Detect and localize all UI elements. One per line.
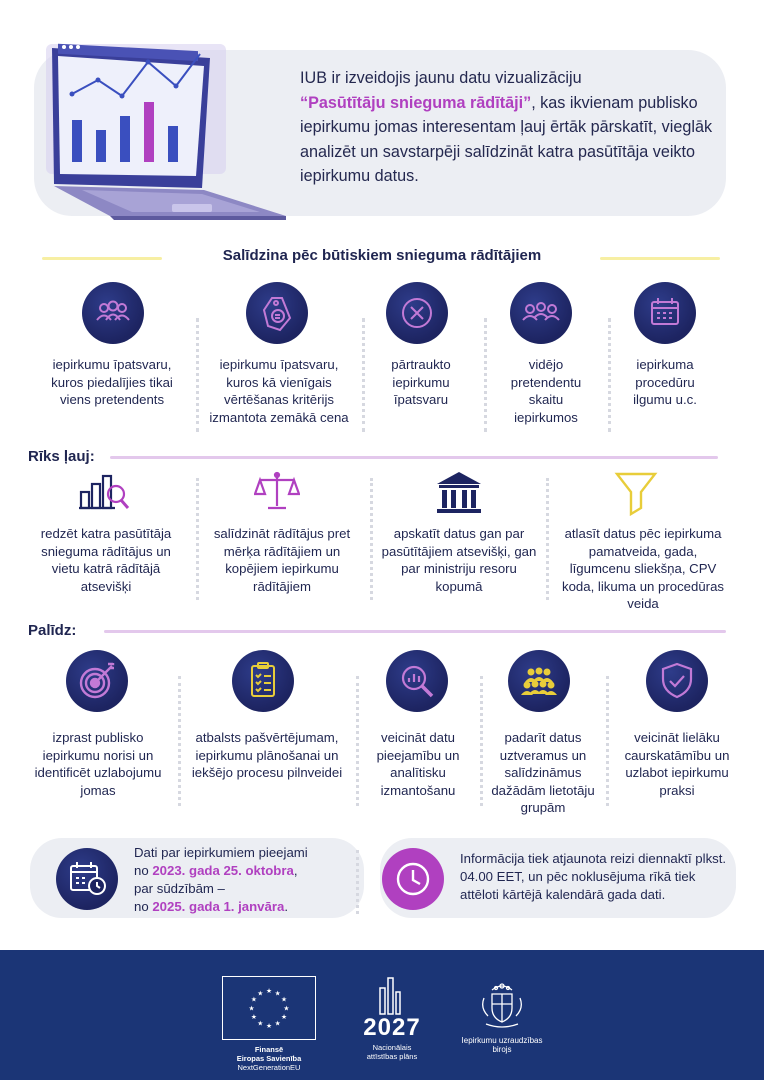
- compare-item-label: iepirkumu īpatsvaru, kuros piedalījies tikai viens pretendents: [51, 357, 173, 407]
- helps-item-label: padarīt datus uztveramus un salīdzināmus dažādām lietotāju grupām: [491, 730, 595, 815]
- info-date-complaints: 2025. gada 1. janvāra: [152, 899, 285, 914]
- tool-item-label: redzēt katra pasūtītāja snieguma rādītājus un vietu katrā rādītājā atsevišķi: [40, 526, 172, 594]
- plan-caption: [348, 1043, 436, 1061]
- column-separator: [480, 676, 483, 806]
- clock-icon: [382, 848, 444, 910]
- eu-caption-line-3: NextGenerationEU: [237, 1063, 301, 1072]
- info-line-4-suffix: .: [284, 899, 288, 914]
- column-separator: [356, 676, 359, 806]
- compare-item-label: iepirkuma procedūru ilgumu u.c.: [633, 357, 697, 407]
- helps-section-title: Palīdz:: [28, 622, 77, 639]
- helps-item-label: izprast publisko iepirkumu norisi un identificēt uzlabojumu jomas: [34, 730, 162, 798]
- info-line-4-prefix: no: [134, 899, 153, 914]
- column-separator: [484, 318, 487, 432]
- shield-check-icon: [646, 650, 708, 712]
- hero-text-intro: IUB ir izveidojis jaunu datu vizualizāciju: [300, 69, 582, 87]
- plan-caption-line-1: Nacionālais: [372, 1043, 412, 1052]
- checklist-clipboard-icon: [232, 650, 294, 712]
- info-line-1: Dati par iepirkumiem pieejami: [134, 845, 308, 860]
- laptop-chart-illustration: [24, 36, 294, 226]
- column-separator: [362, 318, 365, 432]
- info-line-3: par sūdzībām –: [134, 881, 225, 896]
- compare-item-label: iepirkumu īpatsvaru, kuros kā vienīgais vērtēšanas kritērijs izmantota zemākā cena: [209, 357, 349, 425]
- helps-item-label: veicināt datu pieejamību un analītisku izmantošanu: [376, 730, 460, 798]
- eu-star: ★: [283, 1005, 290, 1013]
- column-separator: [178, 676, 181, 806]
- hero-description: [300, 66, 720, 189]
- info-data-availability-text: [134, 844, 356, 916]
- scales-icon: [254, 470, 300, 512]
- eu-star: ★: [257, 990, 264, 998]
- eu-caption-line-1: Finansē: [254, 1045, 284, 1054]
- column-separator: [356, 850, 359, 914]
- eu-caption: [212, 1045, 326, 1072]
- column-separator: [196, 478, 199, 600]
- info-line-2-prefix: no: [134, 863, 153, 878]
- column-separator: [606, 676, 609, 806]
- column-separator: [608, 318, 611, 432]
- bar-chart-magnifier-icon: [78, 470, 130, 514]
- compare-item-label: pārtraukto iepirkumu īpatsvaru: [391, 357, 451, 407]
- tool-item-label: apskatīt datus gan par pasūtītājiem atsevišķi, gan par ministriju resoru kopumā: [381, 526, 537, 594]
- eu-star: ★: [281, 1014, 288, 1022]
- eu-star: ★: [265, 987, 273, 995]
- compare-section-title: Salīdzina pēc būtiskiem snieguma rādītājiem: [222, 247, 542, 264]
- bidders-group-icon: [510, 282, 572, 344]
- tool-section-title: Rīks ļauj:: [28, 448, 95, 465]
- target-icon: [66, 650, 128, 712]
- eu-star: ★: [265, 1022, 273, 1030]
- cancel-circle-icon: [386, 282, 448, 344]
- eu-star: ★: [274, 1020, 281, 1028]
- calendar-clock-icon: [56, 848, 118, 910]
- user-groups-icon: [508, 650, 570, 712]
- data-magnifier-icon: [386, 650, 448, 712]
- info-line-2-suffix: ,: [293, 863, 298, 878]
- tool-item-label: atlasīt datus pēc iepirkuma pamatveida, gada, līgumcenu sliekšņa, CPV koda, likuma un procedūras veida: [562, 526, 725, 611]
- tool-section-divider: [110, 456, 718, 459]
- eu-star: ★: [250, 996, 257, 1004]
- column-separator: [196, 318, 199, 432]
- eu-star: ★: [257, 1020, 264, 1028]
- filter-funnel-icon: [614, 470, 658, 516]
- eu-star: ★: [248, 1005, 255, 1013]
- eu-star: ★: [250, 1014, 257, 1022]
- tool-item-label: salīdzināt rādītājus pret mērķa rādītājiem un kopējiem iepirkumu rādītājiem: [213, 526, 351, 594]
- calendar-icon: [634, 282, 696, 344]
- institution-building-icon: [434, 470, 484, 516]
- eu-flag-logo: [222, 976, 316, 1040]
- compare-item-label: vidējo pretendentu skaitu iepirkumos: [510, 357, 582, 425]
- people-group-icon: [82, 282, 144, 344]
- plan-year: 2027: [363, 1014, 421, 1041]
- plan-bars-logo: [378, 974, 402, 1016]
- info-date-procurement: 2023. gada 25. oktobra: [152, 863, 294, 878]
- info-update-schedule-text: Informācija tiek atjaunota reizi diennaktī plkst. 04.00 EET, un pēc noklusējuma rīkā tiek attēloti kārtējā kalendārā gada dati.: [460, 851, 727, 902]
- eu-caption-line-2: Eiropas Savienība: [236, 1054, 302, 1063]
- iub-caption-line-2: birojs: [492, 1045, 512, 1054]
- euro-price-tag-icon: [246, 282, 308, 344]
- helps-section-divider: [104, 630, 726, 633]
- hero-text-rest: , kas ikvienam publisko iepirkumu jomas interesentam ļauj ērtāk pārskatīt, vieglāk analizēt un savstarpēji salīdzināt katra pasūtītāja veikto iepirkumu datus.: [300, 93, 713, 185]
- iub-caption-line-1: Iepirkumu uzraudzības: [461, 1036, 543, 1045]
- latvia-coat-of-arms-logo: [478, 980, 526, 1030]
- column-separator: [546, 478, 549, 600]
- hero-highlight-title: “Pasūtītāju snieguma rādītāji”: [300, 93, 532, 112]
- helps-item-label: atbalsts pašvērtējumam, iepirkumu plānošanai un iekšējo procesu pilnveidei: [191, 730, 343, 780]
- plan-caption-line-2: attīstības plāns: [366, 1052, 418, 1061]
- iub-caption: [450, 1036, 554, 1054]
- column-separator: [370, 478, 373, 600]
- eu-star: ★: [274, 990, 281, 998]
- helps-item-label: veicināt lielāku caurskatāmību un uzlabot iepirkumu praksi: [624, 730, 730, 798]
- eu-star: ★: [281, 996, 288, 1004]
